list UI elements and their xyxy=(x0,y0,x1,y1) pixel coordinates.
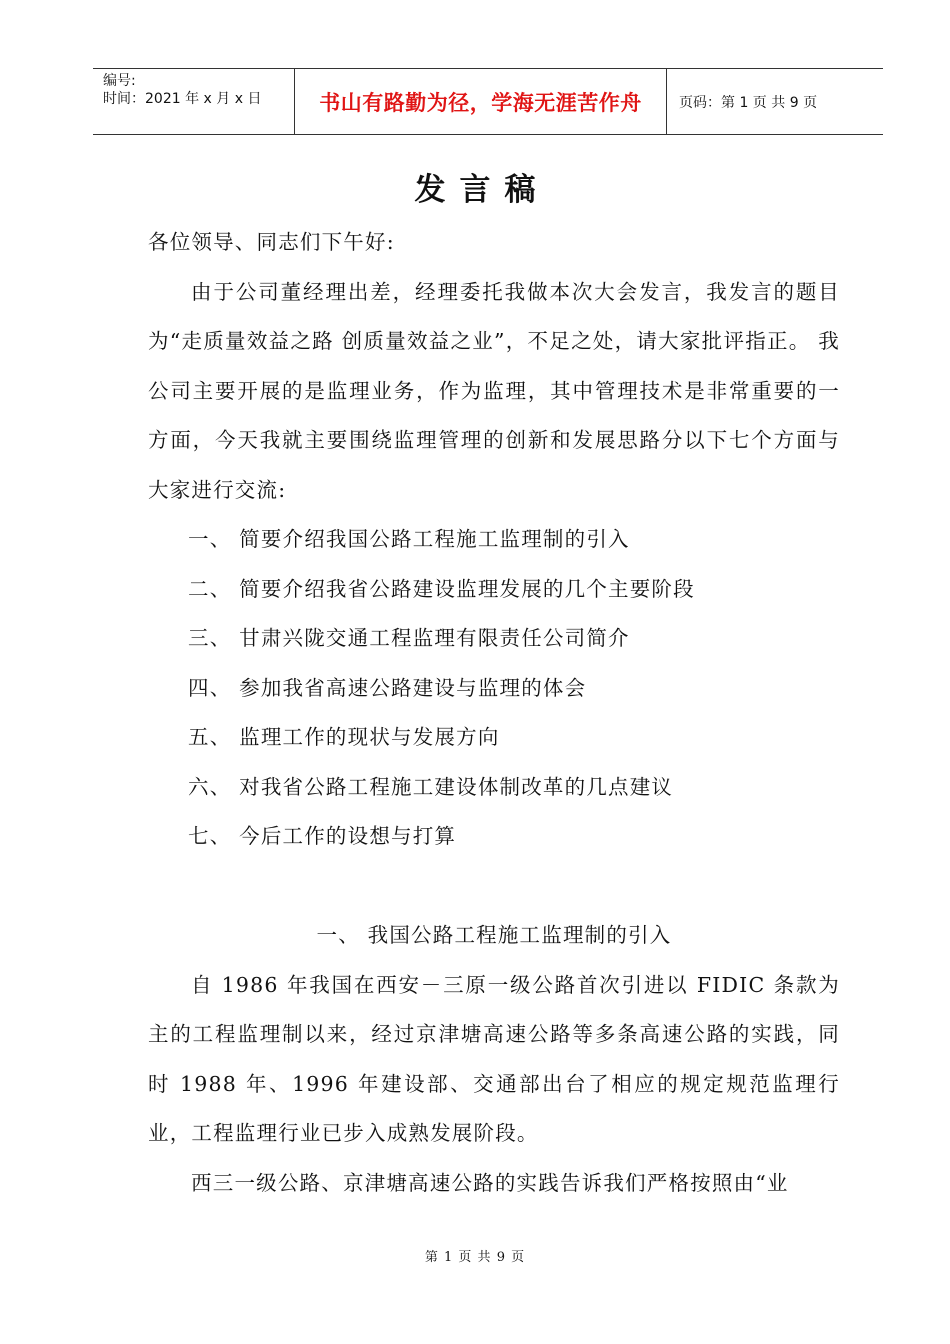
greeting: 各位领导、同志们下午好: xyxy=(148,230,395,254)
outline-item-4: 四、 参加我省高速公路建设与监理的体会 xyxy=(188,675,587,700)
outline-item-1: 一、 简要介绍我国公路工程施工监理制的引入 xyxy=(188,527,630,551)
serial-number-label: 编号: xyxy=(103,73,136,89)
outline-item-2: 二、 简要介绍我省公路建设监理发展的几个主要阶段 xyxy=(188,576,695,601)
section-paragraph-2: 西三一级公路、京津塘高速公路的实践告诉我们严格按照由“业 xyxy=(191,1170,789,1195)
page-info: 页码：第 1 页 共 9 页 xyxy=(679,94,818,111)
section-heading: 一、 我国公路工程施工监理制的引入 xyxy=(316,923,672,947)
outline-item-3: 三、 甘肃兴陇交通工程监理有限责任公司简介 xyxy=(188,626,630,650)
outline-item-7: 七、 今后工作的设想与打算 xyxy=(188,824,457,848)
outline-item-5: 五、 监理工作的现状与发展方向 xyxy=(188,725,500,749)
section-paragraph-1: 自 1986 年我国在西安－三原一级公路首次引进以 FIDIC 条款为主的工程监理制以来，经过京津塘高速公路等多条高速公路的实践，同时 1988 年、1996 年建设部、交通部出台了相应的规定规范监理行业，工程监理行业已步入成熟发展阶段。 xyxy=(148,972,840,1145)
document-header xyxy=(93,68,883,135)
section-spacer xyxy=(148,862,840,912)
intro-paragraph: 由于公司董经理出差，经理委托我做本次大会发言，我发言的题目为“走质量效益之路 创质量效益之业”，不足之处，请大家批评指正。 我公司主要开展的是监理业务，作为监理，其中管理技术是非常重要的一方面，今天我就主要围绕监理管理的创新和发展思路分以下七个方面与大家进行交流: xyxy=(148,279,840,502)
header-motto-cell xyxy=(295,69,667,134)
outline-item-6: 六、 对我省公路工程施工建设体制改革的几点建议 xyxy=(188,774,674,799)
page-footer: 第 1 页 共 9 页 xyxy=(424,1250,526,1265)
header-meta-cell xyxy=(93,69,295,134)
document-body xyxy=(148,218,840,1208)
document-title: 发言稿 xyxy=(414,172,550,208)
date-label: 时间：2021 年 x 月 x 日 xyxy=(103,91,262,107)
motto-text: 书山有路勤为径，学海无涯苦作舟 xyxy=(319,89,642,115)
header-page-cell xyxy=(667,69,883,134)
